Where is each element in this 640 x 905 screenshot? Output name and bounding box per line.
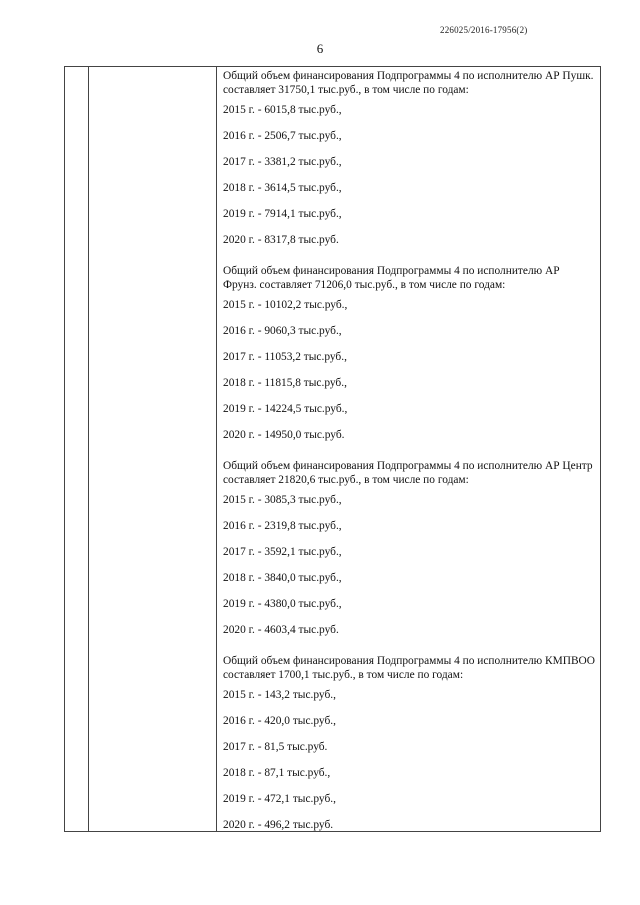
year-line: 2020 г. - 496,2 тыс.руб. — [223, 819, 334, 831]
column-divider-2 — [216, 67, 217, 831]
year-line: 2020 г. - 14950,0 тыс.руб. — [223, 429, 345, 441]
year-line: 2016 г. - 9060,3 тыс.руб., — [223, 325, 342, 337]
year-line: 2015 г. - 3085,3 тыс.руб., — [223, 494, 342, 506]
year-line: 2019 г. - 4380,0 тыс.руб., — [223, 598, 342, 610]
section-intro: Общий объем финансирования Подпрограммы 4 по исполнителю КМПВОО составляет 1700,1 тыс.руб., в том числе по годам: — [223, 655, 596, 681]
year-line: 2019 г. - 14224,5 тыс.руб., — [223, 403, 348, 415]
year-line: 2018 г. - 11815,8 тыс.руб., — [223, 377, 347, 389]
year-line: 2018 г. - 87,1 тыс.руб., — [223, 767, 331, 779]
year-line: 2017 г. - 11053,2 тыс.руб., — [223, 351, 347, 363]
year-line: 2020 г. - 4603,4 тыс.руб. — [223, 624, 339, 636]
section-intro: Общий объем финансирования Подпрограммы 4 по исполнителю АР Фрунз. составляет 71206,0 тыс.руб., в том числе по годам: — [223, 265, 560, 291]
year-line: 2015 г. - 10102,2 тыс.руб., — [223, 299, 348, 311]
year-line: 2020 г. - 8317,8 тыс.руб. — [223, 234, 339, 246]
column-divider-1 — [88, 67, 89, 831]
funding-table — [64, 66, 601, 832]
page-number: 6 — [316, 41, 324, 56]
funding-cell-content — [223, 69, 595, 838]
funding-section-ar-pushk — [223, 69, 595, 253]
year-line: 2017 г. - 3592,1 тыс.руб., — [223, 546, 342, 558]
section-intro: Общий объем финансирования Подпрограммы 4 по исполнителю АР Центр составляет 21820,6 тыс.руб., в том числе по годам: — [223, 460, 593, 486]
year-line: 2015 г. - 6015,8 тыс.руб., — [223, 104, 342, 116]
year-line: 2017 г. - 81,5 тыс.руб. — [223, 741, 328, 753]
year-line: 2017 г. - 3381,2 тыс.руб., — [223, 156, 342, 168]
funding-section-ar-frunz — [223, 264, 595, 448]
year-line: 2016 г. - 2319,8 тыс.руб., — [223, 520, 342, 532]
funding-section-kmpvoo — [223, 654, 595, 838]
year-line: 2018 г. - 3840,0 тыс.руб., — [223, 572, 342, 584]
year-line: 2015 г. - 143,2 тыс.руб., — [223, 689, 336, 701]
year-line: 2019 г. - 472,1 тыс.руб., — [223, 793, 336, 805]
funding-section-ar-centr — [223, 459, 595, 643]
document-registration-code: 226025/2016-17956(2) — [440, 25, 528, 35]
year-line: 2018 г. - 3614,5 тыс.руб., — [223, 182, 342, 194]
section-intro: Общий объем финансирования Подпрограммы 4 по исполнителю АР Пушк. составляет 31750,1 тыс.руб., в том числе по годам: — [223, 70, 594, 96]
year-line: 2016 г. - 2506,7 тыс.руб., — [223, 130, 342, 142]
year-line: 2016 г. - 420,0 тыс.руб., — [223, 715, 336, 727]
year-line: 2019 г. - 7914,1 тыс.руб., — [223, 208, 342, 220]
